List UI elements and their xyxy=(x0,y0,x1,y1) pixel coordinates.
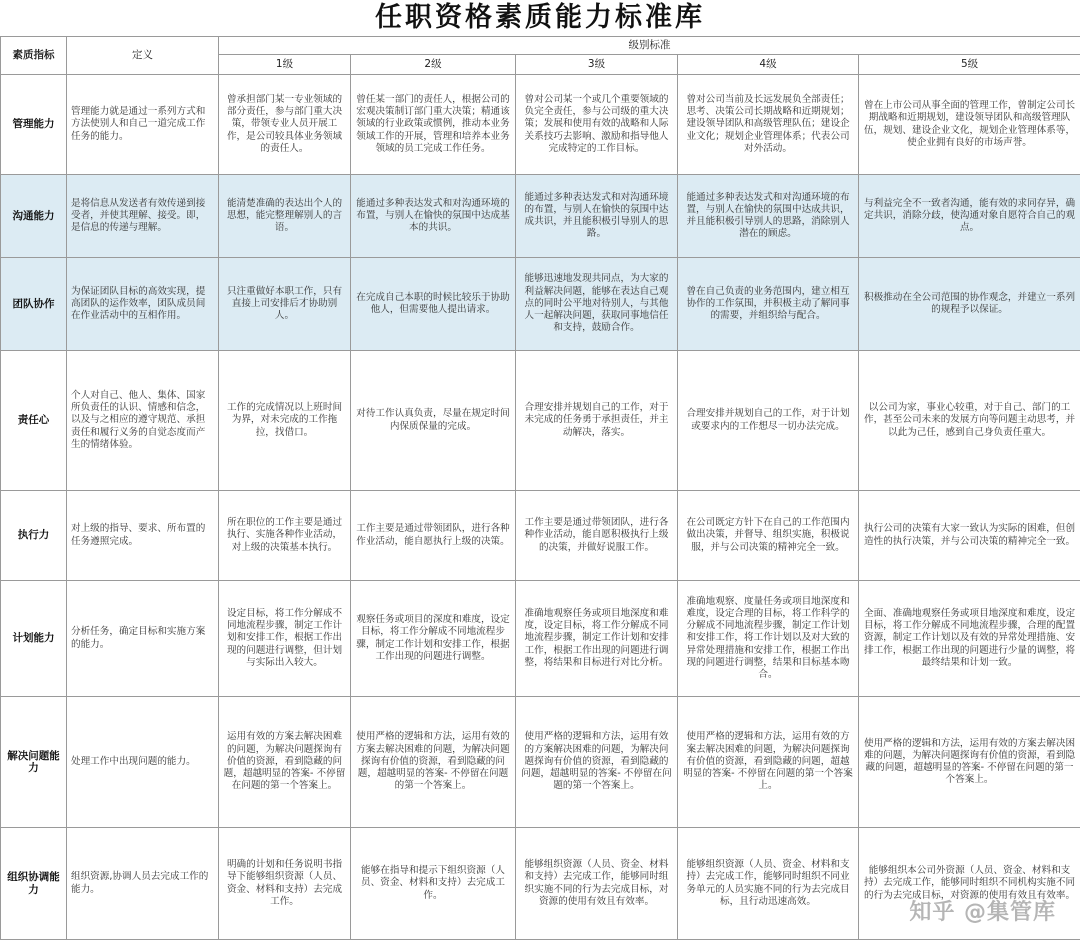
level-cell: 曾对公司当前及长远发展负全部责任；思考、决策公司长期战略和近期规划；建设领导团队和高级管理队伍；建设企业文化；规划企业管理体系；代表公司对外活动。 xyxy=(678,75,859,175)
indicator-definition: 分析任务，确定目标和实施方案的能力。 xyxy=(67,581,219,697)
level-cell: 能通过多种表达发式和对沟通环境的布置，与别人在愉快的氛围中达成基本的共识。 xyxy=(351,175,516,258)
indicator-definition: 组织资源,协调人员去完成工作的能力。 xyxy=(67,828,219,940)
indicator-name: 执行力 xyxy=(1,491,67,581)
indicator-definition: 对上级的指导、要求、所布置的任务遵照完成。 xyxy=(67,491,219,581)
level-cell: 曾在上市公司从事全面的管理工作，曾制定公司长期战略和近期规划，建设领导团队和高级管理队伍，规划、建设企业文化，规划企业管理体系等，使企业拥有良好的市场声誉。 xyxy=(859,75,1080,175)
level-cell: 能通过多种表达发式和对沟通环境的布置，与别人在愉快的氛围中达成共识，并且能积极引导别人的思路。 xyxy=(516,175,678,258)
indicator-definition: 个人对自己、他人、集体、国家所负责任的认识、情感和信念，以及与之相应的遵守规范、承担责任和履行义务的自觉态度而产生的情绪体验。 xyxy=(67,351,219,491)
header-level-1: 1级 xyxy=(219,55,351,75)
indicator-definition: 为保证团队目标的高效实现，提高团队的运作效率，团队成员间在作业活动中的互相作用。 xyxy=(67,258,219,351)
header-definition: 定义 xyxy=(67,37,219,75)
level-cell: 在公司既定方针下在自己的工作范围内做出决策，并督导、组织实施，积极说服，并与公司决策的精神完全一致。 xyxy=(678,491,859,581)
level-cell: 能够组织资源（人员、资金、材料和支持）去完成工作，能够同时组织实施不同的行为去完成目标，对资源的使用有效且有效率。 xyxy=(516,828,678,940)
level-cell: 只注重做好本职工作，只有直接上司安排后才协助别人。 xyxy=(219,258,351,351)
table-row xyxy=(1,697,1080,828)
table-row xyxy=(1,175,1080,258)
level-cell: 执行公司的决策有大家一致认为实际的困难，但创造性的执行决策，并与公司决策的精神完全一致。 xyxy=(859,491,1080,581)
indicator-name: 沟通能力 xyxy=(1,175,67,258)
level-cell: 使用严格的逻辑和方法，运用有效的方案去解决困难的问题，为解决问题探询有价值的资源，看到隐藏的问题，超越明显的答案- 不停留在问题的第一个答案上。 xyxy=(678,697,859,828)
level-cell: 使用严格的逻辑和方法，运用有效的方案去解决困难的问题，为解决问题探询有价值的资源，看到隐藏的问题，超越明显的答案- 不停留在问题的第一个答案上。 xyxy=(859,697,1080,828)
header-levels-title: 级别标准 xyxy=(219,37,1080,55)
header-row-top xyxy=(1,37,1080,55)
indicator-name: 组织协调能力 xyxy=(1,828,67,940)
level-cell: 能够迅速地发现共同点，为大家的利益解决问题，能够在表达自己观点的同时公平地对待别人，与其他人一起解决问题，获取同事地信任和支持，鼓励合作。 xyxy=(516,258,678,351)
header-indicator: 素质指标 xyxy=(1,37,67,75)
level-cell: 能够在指导和提示下组织资源（人员、资金、材料和支持）去完成工作。 xyxy=(351,828,516,940)
level-cell: 使用严格的逻辑和方法，运用有效的方案解决困难的问题，为解决问题探询有价值的资源，看到隐藏的问题，超越明显的答案- 不停留在问题的第一个答案上。 xyxy=(516,697,678,828)
level-cell: 全面、准确地观察任务或项目地深度和难度，设定目标，将工作分解成不同地流程步骤，合理的配置资源，制定工作计划以及有效的异常处理措施、安排工作，根据工作出现的问题进行少量的调整，将最终结果和计划一致。 xyxy=(859,581,1080,697)
indicator-name: 团队协作 xyxy=(1,258,67,351)
level-cell: 工作的完成情况以上班时间为界，对未完成的工作拖拉，找借口。 xyxy=(219,351,351,491)
level-cell: 在完成自己本职的时候比较乐于协助他人，但需要他人提出请求。 xyxy=(351,258,516,351)
indicator-name: 责任心 xyxy=(1,351,67,491)
indicator-name: 管理能力 xyxy=(1,75,67,175)
page-title: 任职资格素质能力标准库 xyxy=(375,2,705,33)
level-cell: 设定目标，将工作分解成不同地流程步骤，制定工作计划和安排工作，根据工作出现的问题进行调整，但计划与实际出入较大。 xyxy=(219,581,351,697)
competency-table xyxy=(0,36,1080,940)
table-row xyxy=(1,491,1080,581)
header-level-5: 5级 xyxy=(859,55,1080,75)
table-row xyxy=(1,828,1080,940)
level-cell: 曾在自己负责的业务范围内，建立相互协作的工作氛围，并积极主动了解同事的需要，并组织给与配合。 xyxy=(678,258,859,351)
level-cell: 曾承担部门某一专业领域的部分责任，参与部门重大决策，带领专业人员开展工作，是公司较具体业务领域的责任人。 xyxy=(219,75,351,175)
level-cell: 工作主要是通过带领团队，进行各种作业活动，能自愿执行上级的决策。 xyxy=(351,491,516,581)
level-cell: 对待工作认真负责，尽量在规定时间内保质保量的完成。 xyxy=(351,351,516,491)
level-cell: 能清楚准确的表达出个人的思想，能完整理解别人的言语。 xyxy=(219,175,351,258)
level-cell: 与利益完全不一致者沟通，能有效的求同存异，确定共识，消除分歧，使沟通对象自愿符合自己的观点。 xyxy=(859,175,1080,258)
level-cell: 能通过多种表达发式和对沟通环境的布置，与别人在愉快的氛围中达成共识，并且能积极引导别人的思路，消除别人潜在的顾虑。 xyxy=(678,175,859,258)
indicator-definition: 处理工作中出现问题的能力。 xyxy=(67,697,219,828)
watermark: 知乎 @集管库 xyxy=(909,900,1056,925)
level-cell: 以公司为家，事业心较重，对于自己、部门的工作，甚至公司未来的发展方向等问题主动思考，并以此为己任，感到自己身负责任重大。 xyxy=(859,351,1080,491)
level-cell: 能够组织资源（人员、资金、材料和支持）去完成工作，能够同时组织不同业务单元的人员实施不同的行为去完成目标，且行动迅速高效。 xyxy=(678,828,859,940)
level-cell: 能够组织本公司外资源（人员、资金、材料和支持）去完成工作，能够同时组织不同机构实施不同的行为去完成目标，对资源的使用有效且有效率。 xyxy=(859,828,1080,940)
level-cell: 合理安排并规划自己的工作，对于未完成的任务勇于承担责任，并主动解决，落实。 xyxy=(516,351,678,491)
indicator-definition: 管理能力就是通过一系列方式和方法使别人和自己一道完成工作任务的能力。 xyxy=(67,75,219,175)
indicator-definition: 是将信息从发送者有效传递到接受者，并使其理解、接受。即，是信息的传递与理解。 xyxy=(67,175,219,258)
indicator-name: 解决问题能力 xyxy=(1,697,67,828)
level-cell: 明确的计划和任务说明书指导下能够组织资源（人员、资金、材料和支持）去完成工作。 xyxy=(219,828,351,940)
level-cell: 所在职位的工作主要是通过执行、实施各种作业活动，对上级的决策基本执行。 xyxy=(219,491,351,581)
header-level-4: 4级 xyxy=(678,55,859,75)
table-row xyxy=(1,351,1080,491)
level-cell: 合理安排并规划自己的工作，对于计划或要求内的工作想尽一切办法完成。 xyxy=(678,351,859,491)
level-cell: 观察任务或项目的深度和难度，设定目标，将工作分解成不同地流程步骤，制定工作计划和安排工作，根据工作出现的问题进行调整。 xyxy=(351,581,516,697)
level-cell: 曾对公司某一个或几个重要领域的负完全责任，参与公司级的重大决策；发展和使用有效的战略和人际关系技巧去影响、激励和指导他人完成特定的工作目标。 xyxy=(516,75,678,175)
header-level-2: 2级 xyxy=(351,55,516,75)
header-level-3: 3级 xyxy=(516,55,678,75)
level-cell: 使用严格的逻辑和方法，运用有效的方案去解决困难的问题，为解决问题探询有价值的资源，看到隐藏的问题，超越明显的答案- 不停留在问题的第一个答案上。 xyxy=(351,697,516,828)
level-cell: 工作主要是通过带领团队，进行各种作业活动，能自愿积极执行上级的决策，并做好说服工作。 xyxy=(516,491,678,581)
table-row xyxy=(1,75,1080,175)
table-row xyxy=(1,581,1080,697)
indicator-name: 计划能力 xyxy=(1,581,67,697)
level-cell: 积极推动在全公司范围的协作观念，并建立一系列的规程予以保证。 xyxy=(859,258,1080,351)
level-cell: 准确地观察任务或项目地深度和难度，设定目标，将工作分解成不同地流程步骤，制定工作计划和安排工作，根据工作出现的问题进行调整，将结果和目标进行对比分析。 xyxy=(516,581,678,697)
level-cell: 曾任某一部门的责任人，根据公司的宏观决策制订部门重大决策；精通该领域的行业政策或惯例，推动本业务领域工作的开展，管理和培养本业务领域的员工完成工作任务。 xyxy=(351,75,516,175)
table-row xyxy=(1,258,1080,351)
level-cell: 运用有效的方案去解决困难的问题，为解决问题探询有价值的资源，看到隐藏的问题，超越明显的答案- 不停留在问题的第一个答案上。 xyxy=(219,697,351,828)
level-cell: 准确地观察、度量任务或项目地深度和难度，设定合理的目标，将工作科学的分解成不同地流程步骤，制定工作计划和安排工作，将工作计划以及对大致的异常处理措施和安排工作，根据工作出现的问题进行调整，结果和目标基本吻合。 xyxy=(678,581,859,697)
